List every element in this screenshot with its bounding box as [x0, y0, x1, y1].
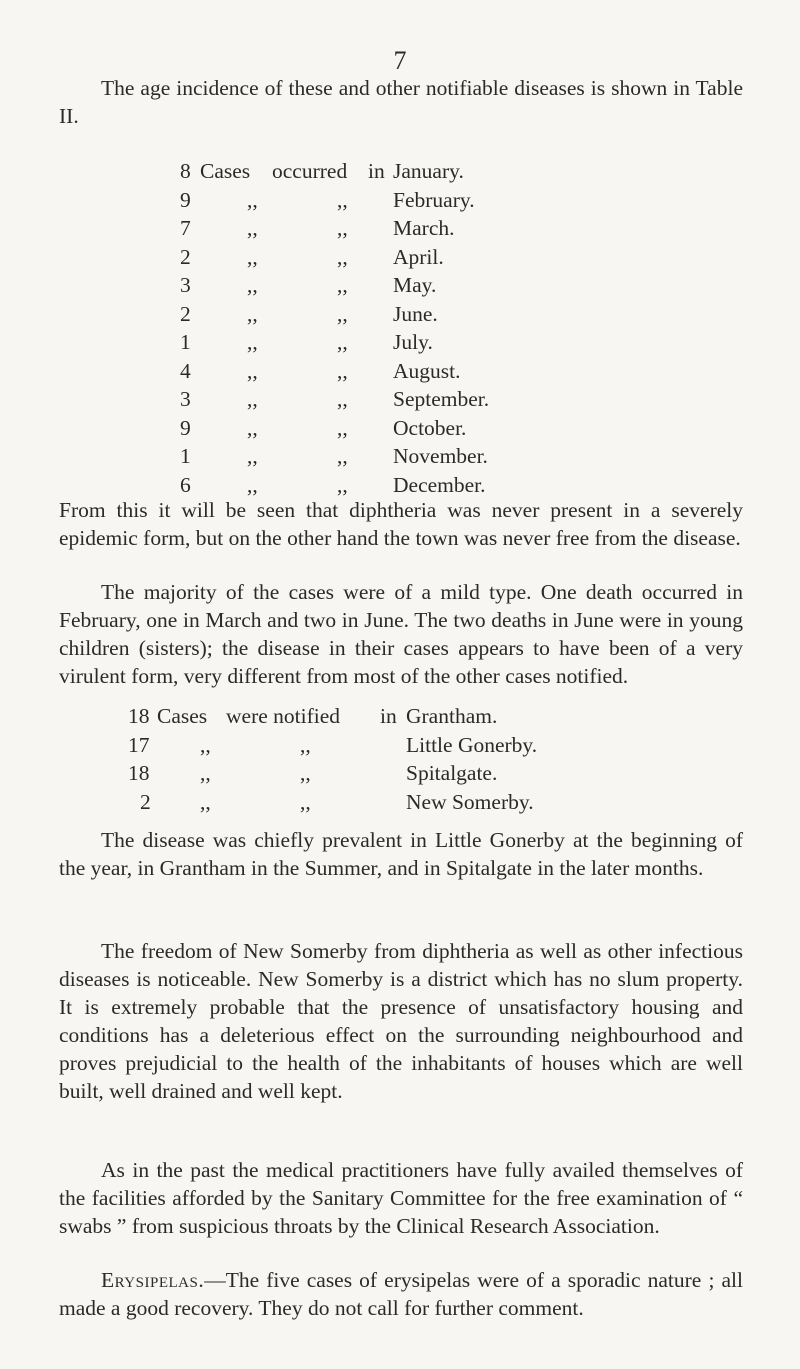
ditto-mark: ,,: [247, 358, 258, 383]
ditto-mark: ,,: [337, 387, 348, 411]
ditto-mark: ,,: [247, 387, 258, 411]
label-in: in: [380, 704, 397, 728]
ditto-mark: ,,: [337, 244, 348, 269]
place-name: New Somerby.: [406, 789, 534, 814]
ditto-mark: ,,: [247, 244, 258, 269]
ditto-mark: ,,: [337, 273, 348, 297]
ditto-mark: ,,: [300, 732, 311, 757]
label-occurred: occurred: [272, 159, 348, 183]
table-row: [0, 442, 800, 471]
month-name: March.: [393, 216, 455, 240]
case-count: 2: [180, 244, 191, 269]
case-count: 1: [180, 444, 191, 468]
ditto-mark: ,,: [247, 472, 258, 497]
ditto-mark: ,,: [247, 330, 258, 354]
ditto-mark: ,,: [300, 761, 311, 785]
ditto-mark: ,,: [337, 330, 348, 354]
table-row: [0, 157, 800, 186]
table-row: [0, 471, 800, 500]
ditto-mark: ,,: [337, 444, 348, 468]
month-name: September.: [393, 387, 490, 411]
district-cases-table: [0, 702, 800, 816]
table-row: [0, 788, 800, 817]
table-row: [0, 186, 800, 215]
month-name: June.: [393, 301, 438, 326]
month-name: August.: [393, 358, 461, 383]
ditto-mark: ,,: [247, 415, 258, 440]
paragraph-majority: The majority of the cases were of a mild type. One death occurred in February, one in March and two in June. The two deaths in June were in young children (sisters); the disease in their cases appears to have been of a very virulent form, very different from most of the other cases notified.: [59, 580, 743, 688]
label-were-notified: were notified: [226, 704, 341, 728]
case-count: 2: [140, 789, 151, 814]
ditto-mark: ,,: [337, 301, 348, 326]
case-count: 9: [180, 187, 191, 212]
page-number: 7: [393, 46, 407, 75]
month-name: July.: [393, 330, 433, 354]
ditto-mark: ,,: [337, 187, 348, 212]
table-row: [0, 300, 800, 329]
month-name: January.: [393, 159, 464, 183]
case-count: 17: [128, 732, 150, 757]
label-cases: Cases: [157, 704, 208, 728]
table-row: [0, 731, 800, 760]
paragraph-prevalent: The disease was chiefly prevalent in Little Gonerby at the beginning of the year, in Grantham in the Summer, and in Spitalgate in the later months.: [59, 828, 743, 880]
table-row: [0, 271, 800, 300]
table-row: [0, 702, 800, 731]
ditto-mark: ,,: [300, 789, 311, 814]
case-count: 9: [180, 415, 191, 440]
table-row: [0, 243, 800, 272]
case-count: 1: [180, 330, 191, 354]
label-cases: Cases: [200, 159, 251, 183]
case-count: 3: [180, 387, 191, 411]
ditto-mark: ,,: [247, 273, 258, 297]
case-count: 2: [180, 301, 191, 326]
month-name: April.: [393, 244, 444, 269]
case-count: 18: [128, 704, 150, 728]
ditto-mark: ,,: [200, 789, 211, 814]
intro-paragraph: The age incidence of these and other notifiable diseases is shown in Table II.: [59, 76, 743, 128]
table-row: [0, 214, 800, 243]
table-row: [0, 357, 800, 386]
ditto-mark: ,,: [247, 216, 258, 240]
table-row: [0, 414, 800, 443]
month-name: October.: [393, 415, 467, 440]
month-name: November.: [393, 444, 488, 468]
table-row: [0, 328, 800, 357]
monthly-cases-table: [0, 157, 800, 499]
paragraph-epidemic: From this it will be seen that diphtheria was never present in a severely epidemic form, but on the other hand the town was never free from the disease.: [59, 498, 743, 550]
month-name: May.: [393, 273, 437, 297]
ditto-mark: ,,: [200, 732, 211, 757]
erysipelas-text: —The five cases of erysipelas were of a sporadic nature ; all made a good recovery. They do not call for further comment.: [59, 1268, 743, 1320]
case-count: 18: [128, 761, 150, 785]
paragraph-swabs: As in the past the medical practitioners have fully availed themselves of the facilities afforded by the Sanitary Committee for the free examination of “ swabs ” from suspicious throats by the Clinical Research Association.: [59, 1158, 743, 1238]
place-name: Spitalgate.: [406, 761, 498, 785]
ditto-mark: ,,: [337, 216, 348, 240]
table-row: [0, 759, 800, 788]
ditto-mark: ,,: [337, 472, 348, 497]
case-count: 7: [180, 216, 191, 240]
paragraph-freedom: The freedom of New Somerby from diphtheria as well as other infectious diseases is noticeable. New Somerby is a district which has no slum property. It is extremely probable that the presence of unsatisfactory housing and conditions has a deleterious effect on the surrounding neighbourhood and proves prejudicial to the health of the inhabitants of houses which are well built, well drained and well kept.: [59, 939, 743, 1103]
case-count: 3: [180, 273, 191, 297]
case-count: 6: [180, 472, 191, 497]
ditto-mark: ,,: [337, 358, 348, 383]
label-in: in: [368, 159, 385, 183]
ditto-mark: ,,: [337, 415, 348, 440]
ditto-mark: ,,: [247, 301, 258, 326]
erysipelas-heading: Erysipelas.: [101, 1268, 205, 1292]
month-name: February.: [393, 187, 475, 212]
place-name: Little Gonerby.: [406, 732, 538, 757]
month-name: December.: [393, 472, 486, 497]
ditto-mark: ,,: [200, 761, 211, 785]
place-name: Grantham.: [406, 704, 498, 728]
ditto-mark: ,,: [247, 444, 258, 468]
table-row: [0, 385, 800, 414]
case-count: 4: [180, 358, 191, 383]
case-count: 8: [180, 159, 191, 183]
paragraph-erysipelas: [59, 1266, 743, 1322]
ditto-mark: ,,: [247, 187, 258, 212]
